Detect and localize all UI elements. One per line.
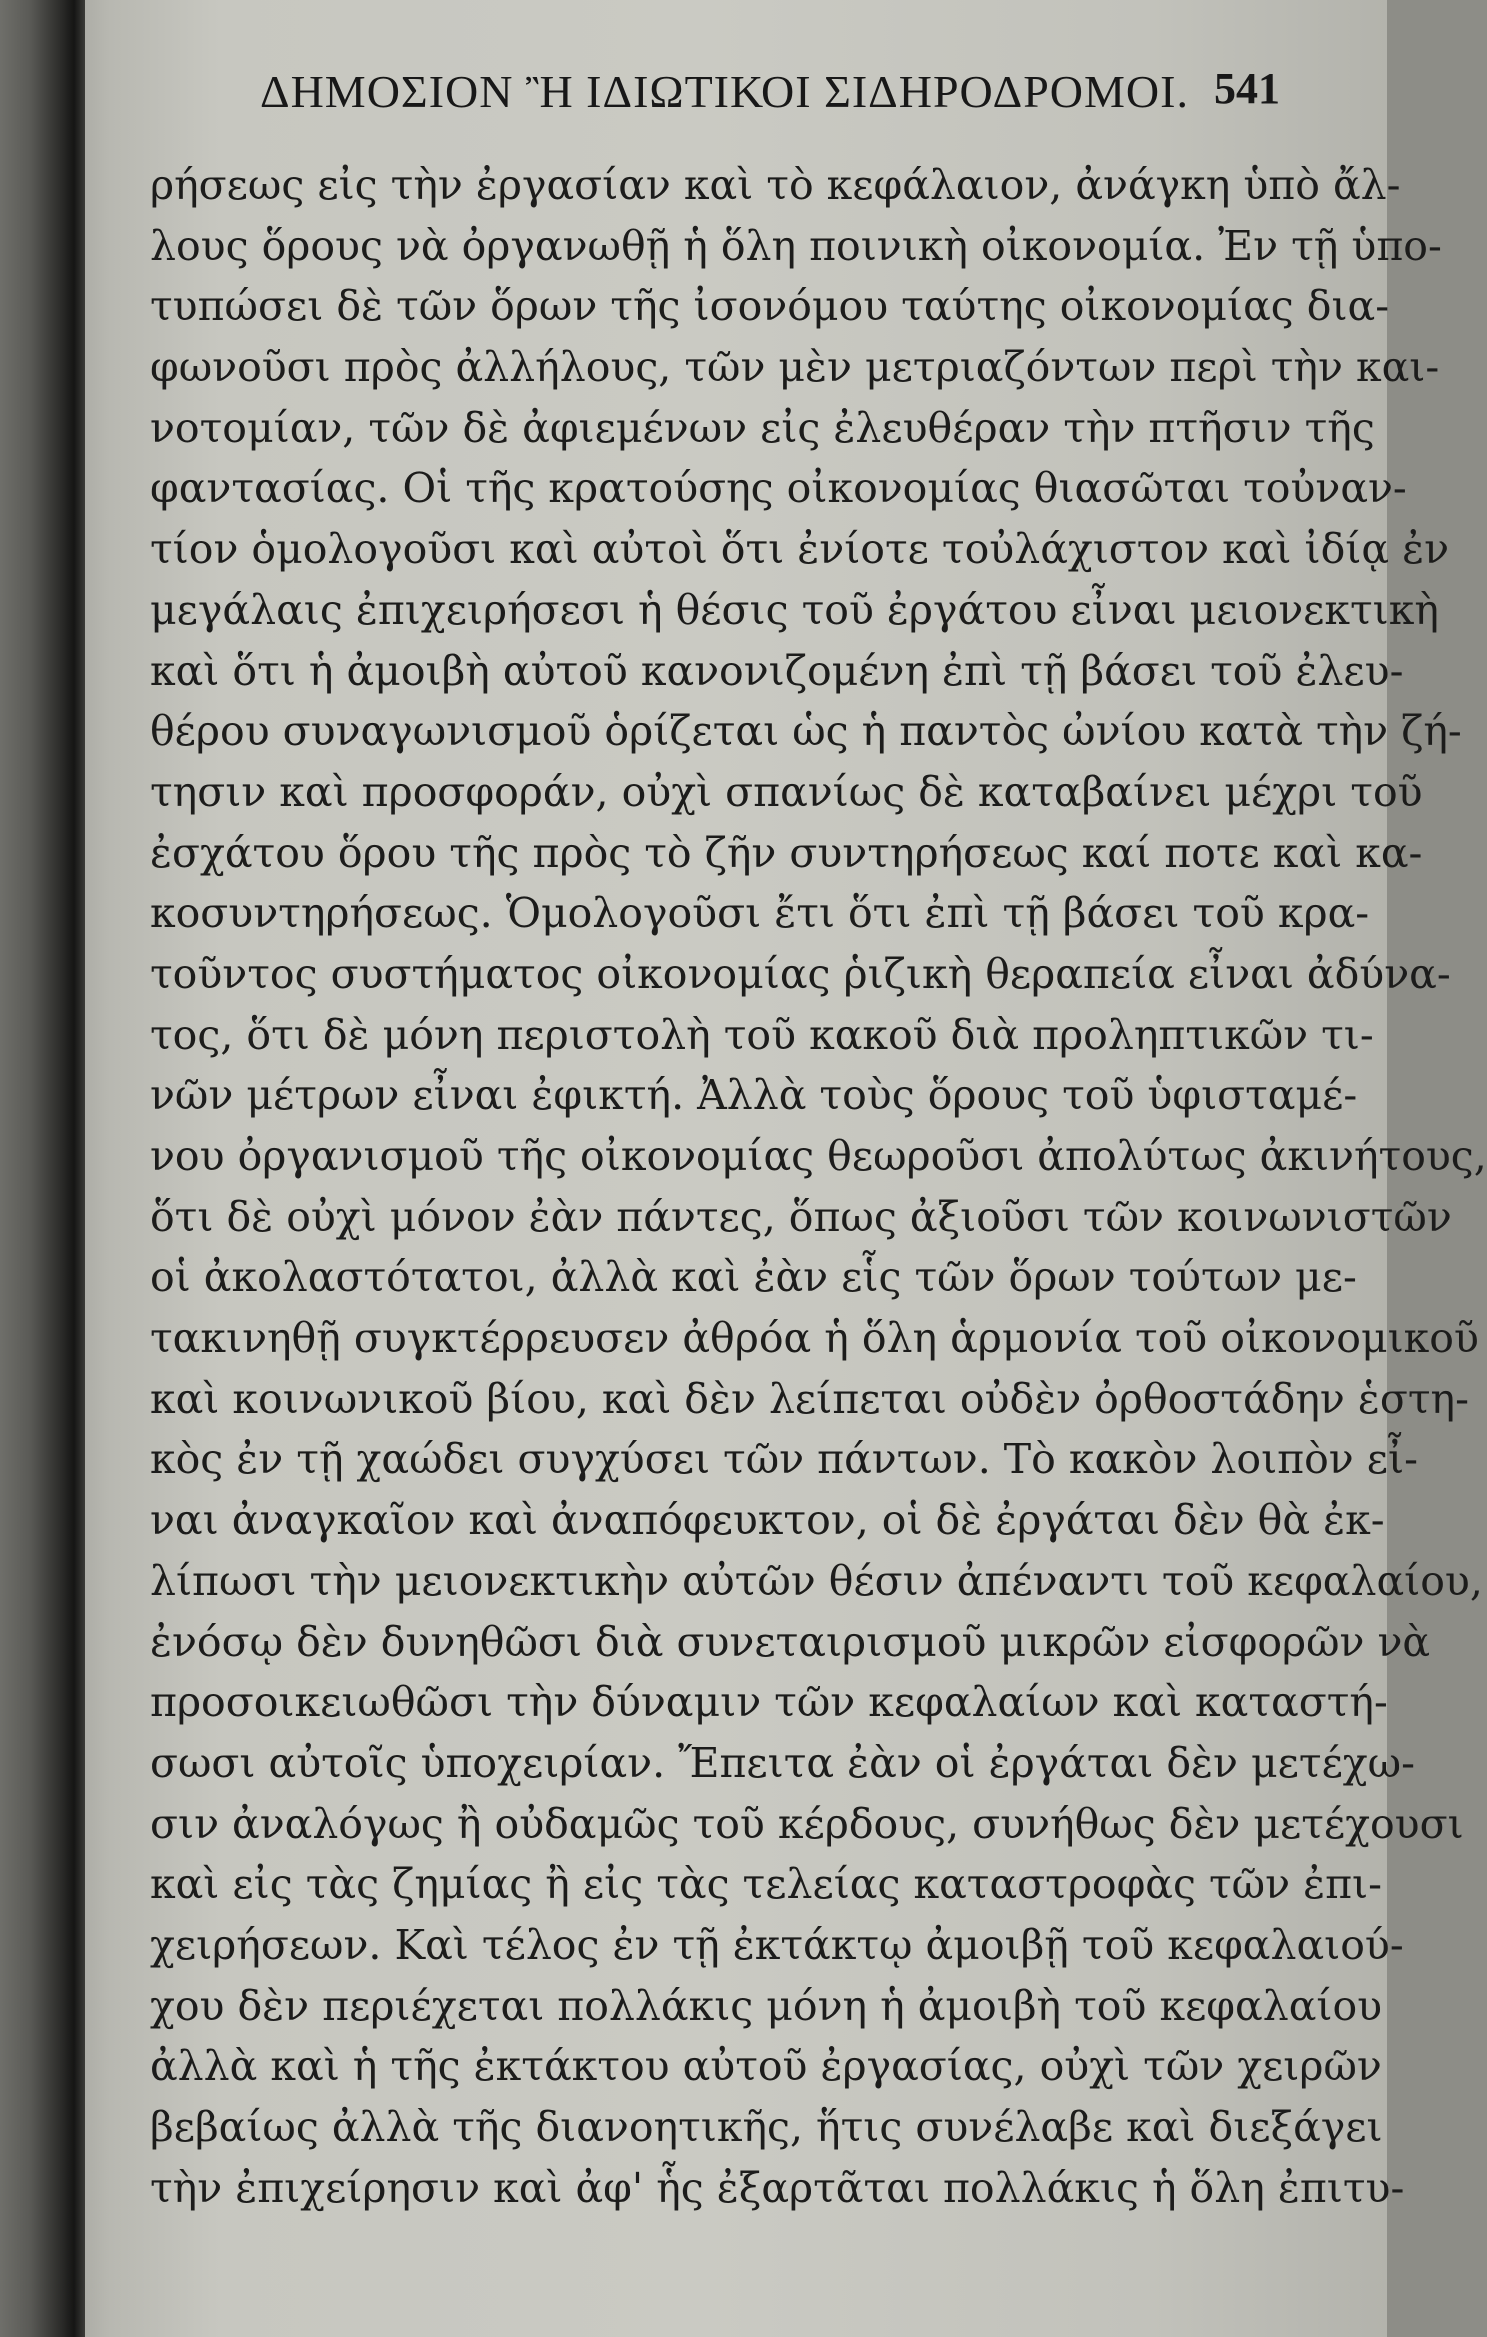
text-line: φωνοῦσι πρὸς ἀλλήλους, τῶν μὲν μετριαζόντων περὶ τὴν και- bbox=[150, 343, 1440, 392]
binding-shadow bbox=[0, 0, 85, 2337]
text-line: καὶ εἰς τὰς ζημίας ἢ εἰς τὰς τελείας καταστροφὰς τῶν ἐπι- bbox=[150, 1860, 1382, 1909]
text-line: τησιν καὶ προσφοράν, οὐχὶ σπανίως δὲ καταβαίνει μέχρι τοῦ bbox=[150, 767, 1423, 816]
running-title: ΔΗΜΟΣΙΟΝ Ἢ ΙΔΙΩΤΙΚΟΙ ΣΙΔΗΡΟΔΡΟΜΟΙ. bbox=[260, 66, 1189, 117]
text-line: χου δὲν περιέχεται πολλάκις μόνη ἡ ἀμοιβὴ τοῦ κεφαλαίου bbox=[150, 1981, 1383, 2030]
text-line: νου ὀργανισμοῦ τῆς οἰκονομίας θεωροῦσι ἀπολύτως ἀκινήτους, bbox=[150, 1132, 1487, 1180]
page-number: 541 bbox=[1214, 64, 1280, 113]
text-line: λίπωσι τὴν μειονεκτικὴν αὐτῶν θέσιν ἀπέναντι τοῦ κεφαλαίου, bbox=[150, 1556, 1483, 1605]
text-line: τὴν ἐπιχείρησιν καὶ ἀφ' ἧς ἐξαρτᾶται πολλάκις ἡ ὅλη ἐπιτυ- bbox=[150, 2163, 1405, 2212]
page-header bbox=[150, 55, 1280, 135]
text-line: μεγάλαις ἐπιχειρήσεσι ἡ θέσις τοῦ ἐργάτου εἶναι μειονεκτικὴ bbox=[150, 585, 1439, 634]
text-line: φαντασίας. Οἱ τῆς κρατούσης οἰκονομίας θιασῶται τοὐναν- bbox=[150, 464, 1407, 513]
text-line: προσοικειωθῶσι τὴν δύναμιν τῶν κεφαλαίων καὶ καταστή- bbox=[150, 1678, 1388, 1727]
text-line: λους ὅρους νὰ ὀργανωθῇ ἡ ὅλη ποινικὴ οἰκονομία. Ἐν τῇ ὑπο- bbox=[150, 221, 1442, 270]
text-line: σωσι αὐτοῖς ὑποχειρίαν. Ἔπειτα ἐὰν οἱ ἐργάται δὲν μετέχω- bbox=[150, 1738, 1415, 1787]
text-line: θέρου συναγωνισμοῦ ὁρίζεται ὡς ἡ παντὸς ὠνίου κατὰ τὴν ζή- bbox=[150, 707, 1462, 756]
text-line: ὅτι δὲ οὐχὶ μόνον ἐὰν πάντες, ὅπως ἀξιοῦσι τῶν κοινωνιστῶν bbox=[150, 1192, 1452, 1241]
text-line: τος, ὅτι δὲ μόνη περιστολὴ τοῦ κακοῦ διὰ προληπτικῶν τι- bbox=[150, 1010, 1374, 1059]
body-text bbox=[150, 155, 1487, 2218]
text-line: κὸς ἐν τῇ χαώδει συγχύσει τῶν πάντων. Τὸ κακὸν λοιπὸν εἶ- bbox=[150, 1435, 1418, 1484]
text-line: ρήσεως εἰς τὴν ἐργασίαν καὶ τὸ κεφάλαιον, ἀνάγκη ὑπὸ ἄλ- bbox=[150, 161, 1401, 209]
text-line: ναι ἀναγκαῖον καὶ ἀναπόφευκτον, οἱ δὲ ἐργάται δὲν θὰ ἐκ- bbox=[150, 1496, 1385, 1545]
text-line: τακινηθῇ συγκτέρρευσεν ἀθρόα ἡ ὅλη ἁρμονία τοῦ οἰκονομικοῦ bbox=[150, 1314, 1479, 1363]
text-line: κοσυντηρήσεως. Ὁμολογοῦσι ἔτι ὅτι ἐπὶ τῇ βάσει τοῦ κρα- bbox=[150, 889, 1370, 938]
text-line: χειρήσεων. Καὶ τέλος ἐν τῇ ἐκτάκτῳ ἀμοιβῇ τοῦ κεφαλαιού- bbox=[150, 1920, 1404, 1969]
text-line: σιν ἀναλόγως ἢ οὐδαμῶς τοῦ κέρδους, συνήθως δὲν μετέχουσι bbox=[150, 1799, 1464, 1848]
text-line: βεβαίως ἀλλὰ τῆς διανοητικῆς, ἥτις συνέλαβε καὶ διεξάγει bbox=[150, 2103, 1383, 2151]
book-page bbox=[150, 55, 1487, 2295]
text-line: ἐσχάτου ὅρου τῆς πρὸς τὸ ζῆν συντηρήσεως καί ποτε καὶ κα- bbox=[150, 828, 1423, 877]
text-line: νοτομίαν, τῶν δὲ ἀφιεμένων εἰς ἐλευθέραν τὴν πτῆσιν τῆς bbox=[150, 403, 1375, 452]
text-line: τοῦντος συστήματος οἰκονομίας ῥιζικὴ θεραπεία εἶναι ἀδύνα- bbox=[150, 949, 1451, 998]
text-line: οἱ ἀκολαστότατοι, ἀλλὰ καὶ ἐὰν εἷς τῶν ὅρων τούτων με- bbox=[150, 1253, 1357, 1302]
text-line: τυπώσει δὲ τῶν ὅρων τῆς ἰσονόμου ταύτης οἰκονομίας δια- bbox=[150, 282, 1390, 331]
text-line: ἀλλὰ καὶ ἡ τῆς ἐκτάκτου αὐτοῦ ἐργασίας, οὐχὶ τῶν χειρῶν bbox=[150, 2042, 1382, 2091]
text-line: καὶ κοινωνικοῦ βίου, καὶ δὲν λείπεται οὐδὲν ὀρθοστάδην ἑστη- bbox=[150, 1374, 1469, 1423]
text-line: τίον ὁμολογοῦσι καὶ αὐτοὶ ὅτι ἐνίοτε τοὐλάχιστον καὶ ἰδίᾳ ἐν bbox=[150, 525, 1450, 574]
text-line: ἐνόσῳ δὲν δυνηθῶσι διὰ συνεταιρισμοῦ μικρῶν εἰσφορῶν νὰ bbox=[150, 1617, 1431, 1666]
text-line: καὶ ὅτι ἡ ἀμοιβὴ αὐτοῦ κανονιζομένη ἐπὶ τῇ βάσει τοῦ ἐλευ- bbox=[150, 646, 1404, 695]
text-line: νῶν μέτρων εἶναι ἐφικτή. Ἀλλὰ τοὺς ὅρους τοῦ ὑφισταμέ- bbox=[150, 1071, 1358, 1120]
